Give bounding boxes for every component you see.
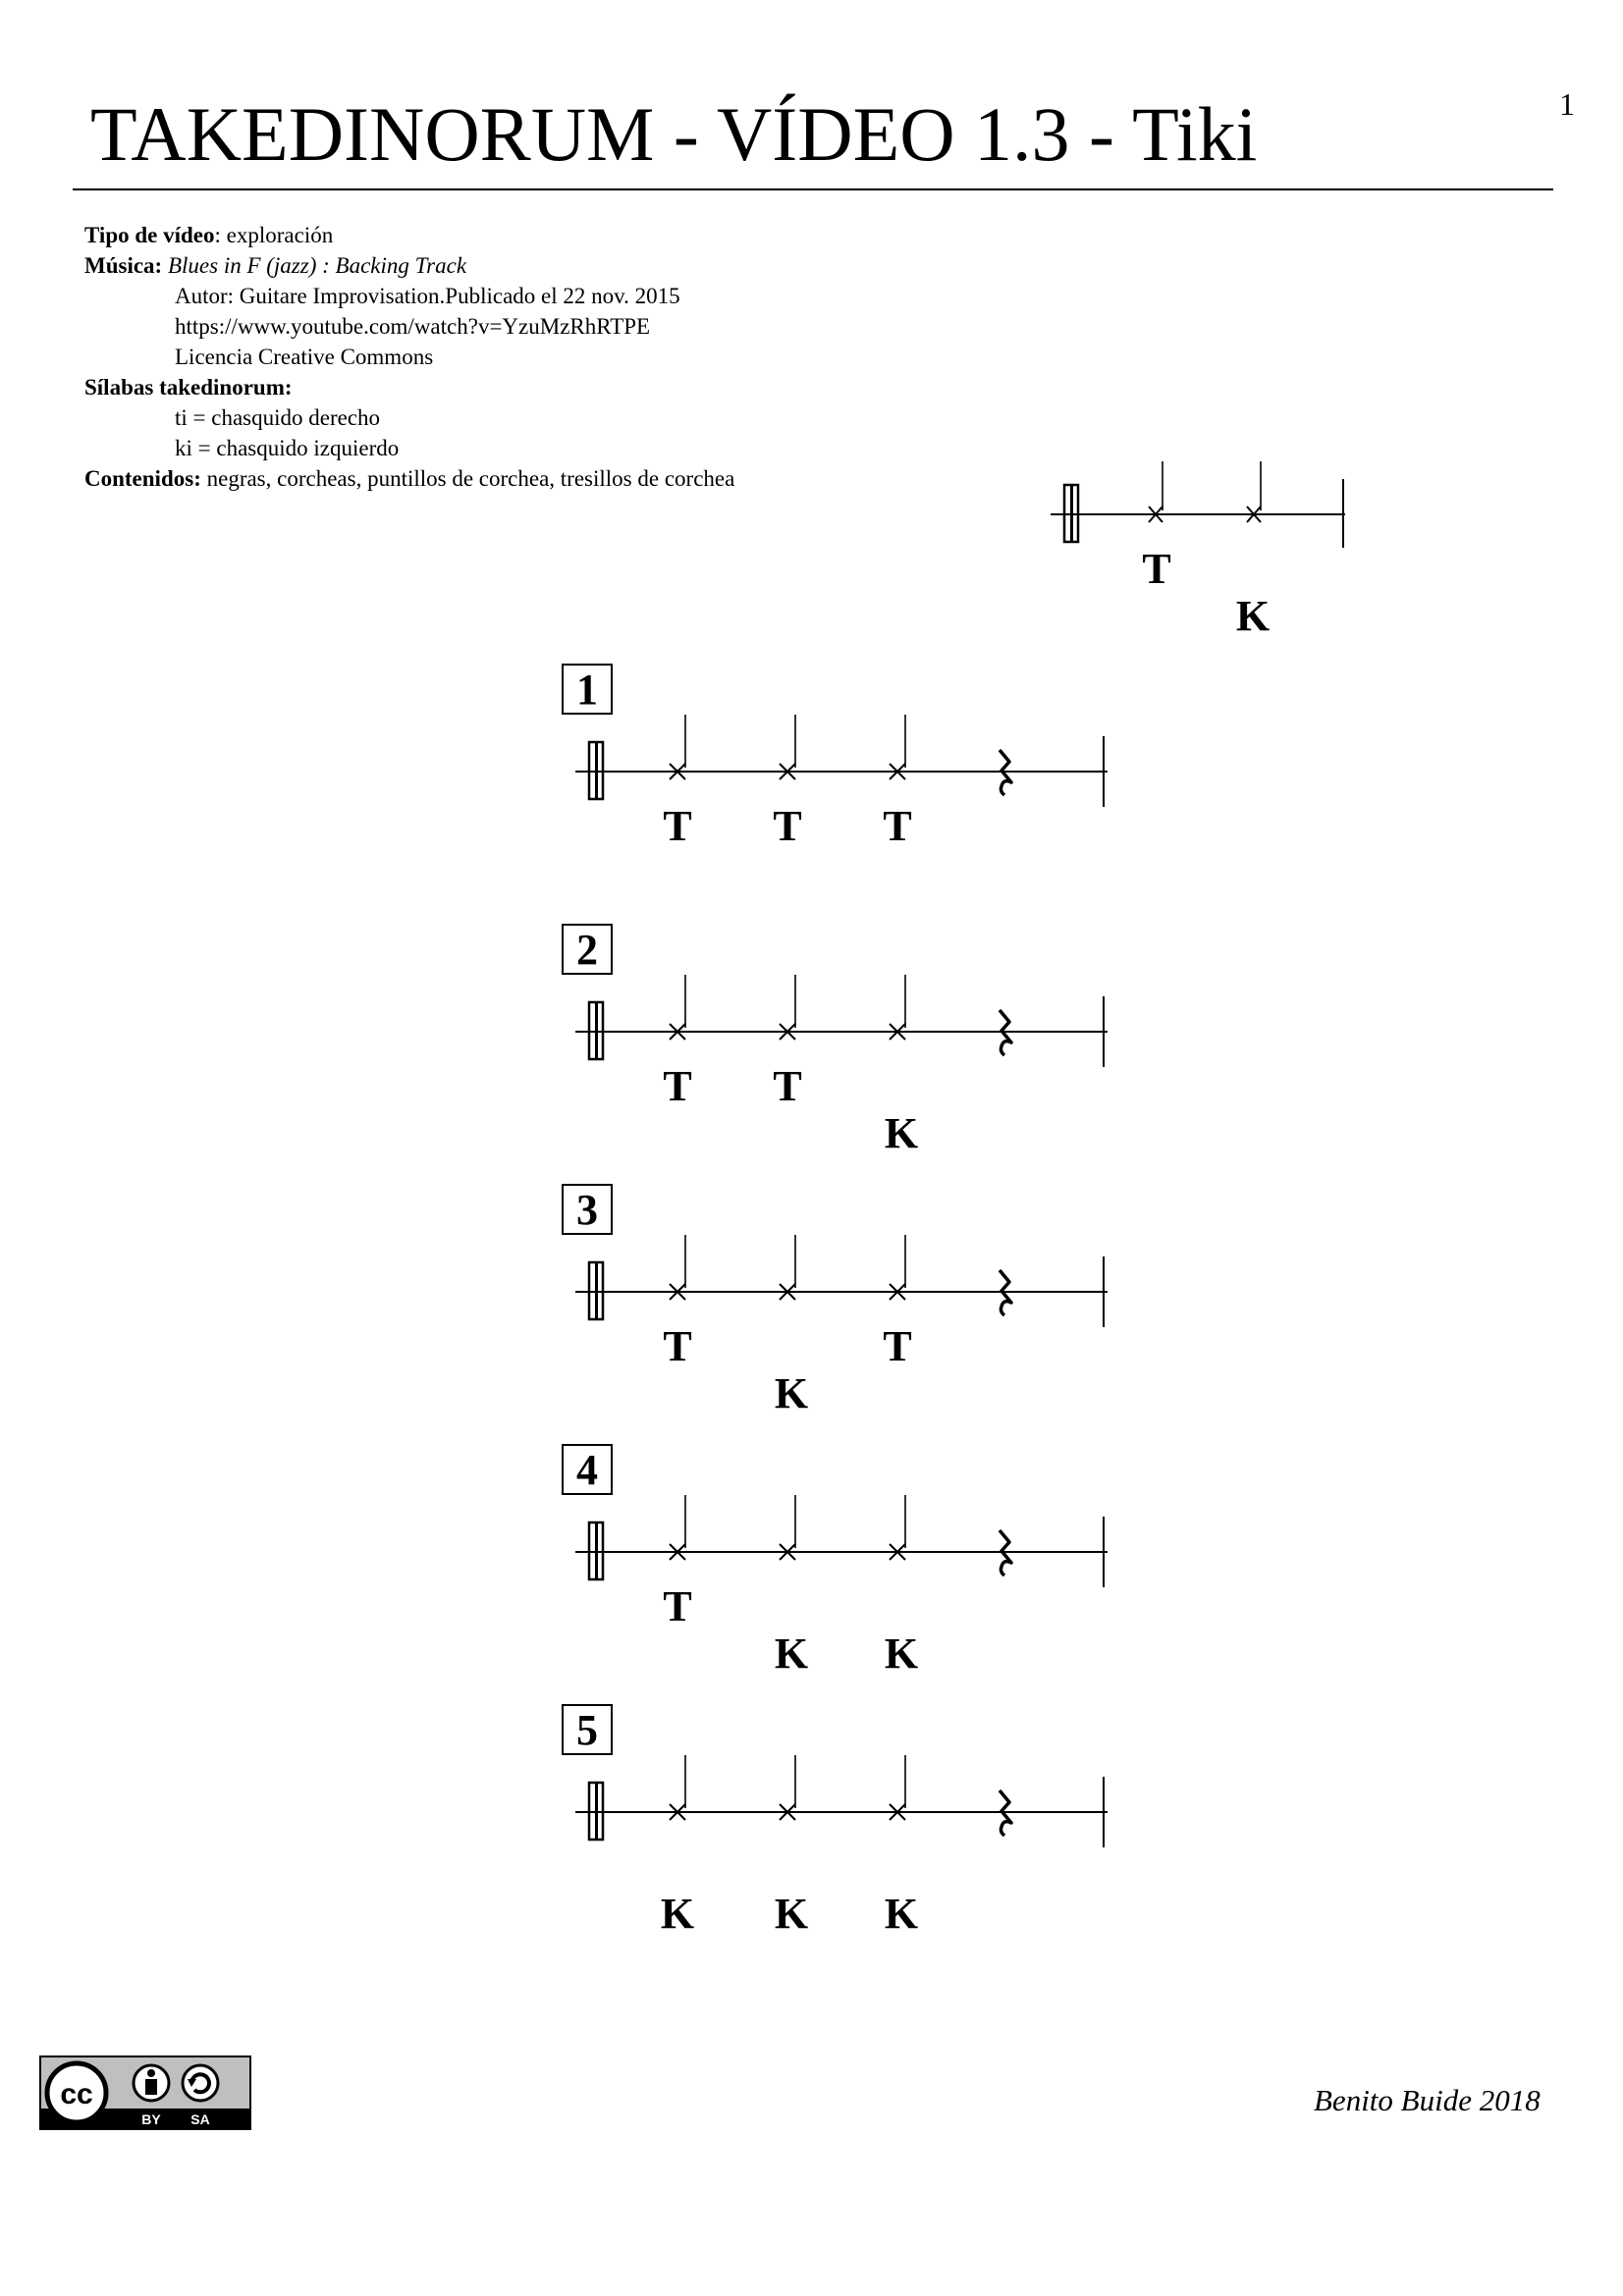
syllable-2: T: [773, 802, 802, 850]
syllable-3: T: [883, 1322, 912, 1370]
badge-sa-label: SA: [190, 2111, 210, 2127]
exercise-number: 2: [562, 924, 613, 975]
syllable-3: K: [884, 1629, 919, 1678]
syllable-1: T: [663, 1322, 692, 1370]
info-ti: ti = chasquido derecho: [175, 405, 381, 430]
signature: Benito Buide 2018: [1314, 2083, 1541, 2117]
contenidos-label: Contenidos:: [84, 466, 201, 491]
tipo-value: : exploración: [214, 223, 334, 247]
info-silabas: [84, 372, 734, 402]
syllable-2: T: [773, 1062, 802, 1110]
x-note-3: [890, 1495, 905, 1560]
note-ki: [1247, 461, 1261, 522]
exercise-staff: [562, 1444, 1111, 1699]
title-divider: [73, 188, 1553, 190]
info-musica: [84, 250, 734, 281]
info-ki: ki = chasquido izquierdo: [175, 436, 400, 460]
info-autor: Autor: Guitare Improvisation.Publicado el 22 nov. 2015: [175, 284, 680, 308]
x-note-1: [670, 1755, 685, 1820]
syllable-3: K: [884, 1890, 919, 1938]
silabas-label: Sílabas takedinorum:: [84, 375, 293, 400]
syllable-3: T: [883, 802, 912, 850]
exercise-staff: [562, 924, 1111, 1179]
syllable-1: K: [660, 1890, 695, 1938]
x-note-3: [890, 1755, 905, 1820]
note-ti: [1149, 461, 1163, 522]
x-note-1: [670, 1495, 685, 1560]
video-info: [84, 220, 734, 494]
page-number: 1: [1559, 86, 1575, 122]
legend-syllable-t: T: [1142, 545, 1171, 593]
exercise-number: 1: [562, 664, 613, 715]
contenidos-value: negras, corcheas, puntillos de corchea, tresillos de corchea: [200, 466, 735, 491]
syllable-2: K: [774, 1369, 809, 1417]
attribution-icon: [134, 2065, 169, 2101]
info-licencia: Licencia Creative Commons: [175, 345, 434, 369]
x-note-2: [780, 715, 795, 779]
badge-by-label: BY: [141, 2111, 161, 2127]
x-note-3: [890, 1235, 905, 1300]
legend-syllable-k: K: [1235, 592, 1271, 640]
legend-staff: [1043, 461, 1357, 648]
tipo-label: Tipo de vídeo: [84, 223, 215, 247]
info-tipo: [84, 220, 734, 250]
exercise-number: 3: [562, 1184, 613, 1235]
musica-label: Música:: [84, 253, 163, 278]
x-note-2: [780, 1755, 795, 1820]
exercise-staff: [562, 1184, 1111, 1439]
x-note-3: [890, 715, 905, 779]
syllable-1: T: [663, 1582, 692, 1630]
page-title: TAKEDINORUM - VÍDEO 1.3 - Tiki: [90, 91, 1258, 177]
x-note-3: [890, 975, 905, 1040]
syllable-3: K: [884, 1109, 919, 1157]
x-note-1: [670, 715, 685, 779]
x-note-1: [670, 975, 685, 1040]
x-note-1: [670, 1235, 685, 1300]
cc-by-sa-badge: [39, 2056, 251, 2130]
exercise-staff: [562, 1704, 1111, 1959]
syllable-2: K: [774, 1890, 809, 1938]
cc-text: cc: [60, 2078, 93, 2110]
x-note-2: [780, 1235, 795, 1300]
share-alike-icon: [183, 2065, 218, 2101]
exercise-number: 4: [562, 1444, 613, 1495]
cc-logo-icon: [47, 2063, 106, 2122]
exercise-number: 5: [562, 1704, 613, 1755]
info-url: https://www.youtube.com/watch?v=YzuMzRhRTPE: [175, 314, 651, 339]
syllable-1: T: [663, 1062, 692, 1110]
syllable-1: T: [663, 802, 692, 850]
exercise-staff: [562, 664, 1111, 919]
syllable-2: K: [774, 1629, 809, 1678]
musica-value: Blues in F (jazz) : Backing Track: [167, 253, 467, 278]
info-contenidos: [84, 463, 734, 494]
x-note-2: [780, 1495, 795, 1560]
x-note-2: [780, 975, 795, 1040]
